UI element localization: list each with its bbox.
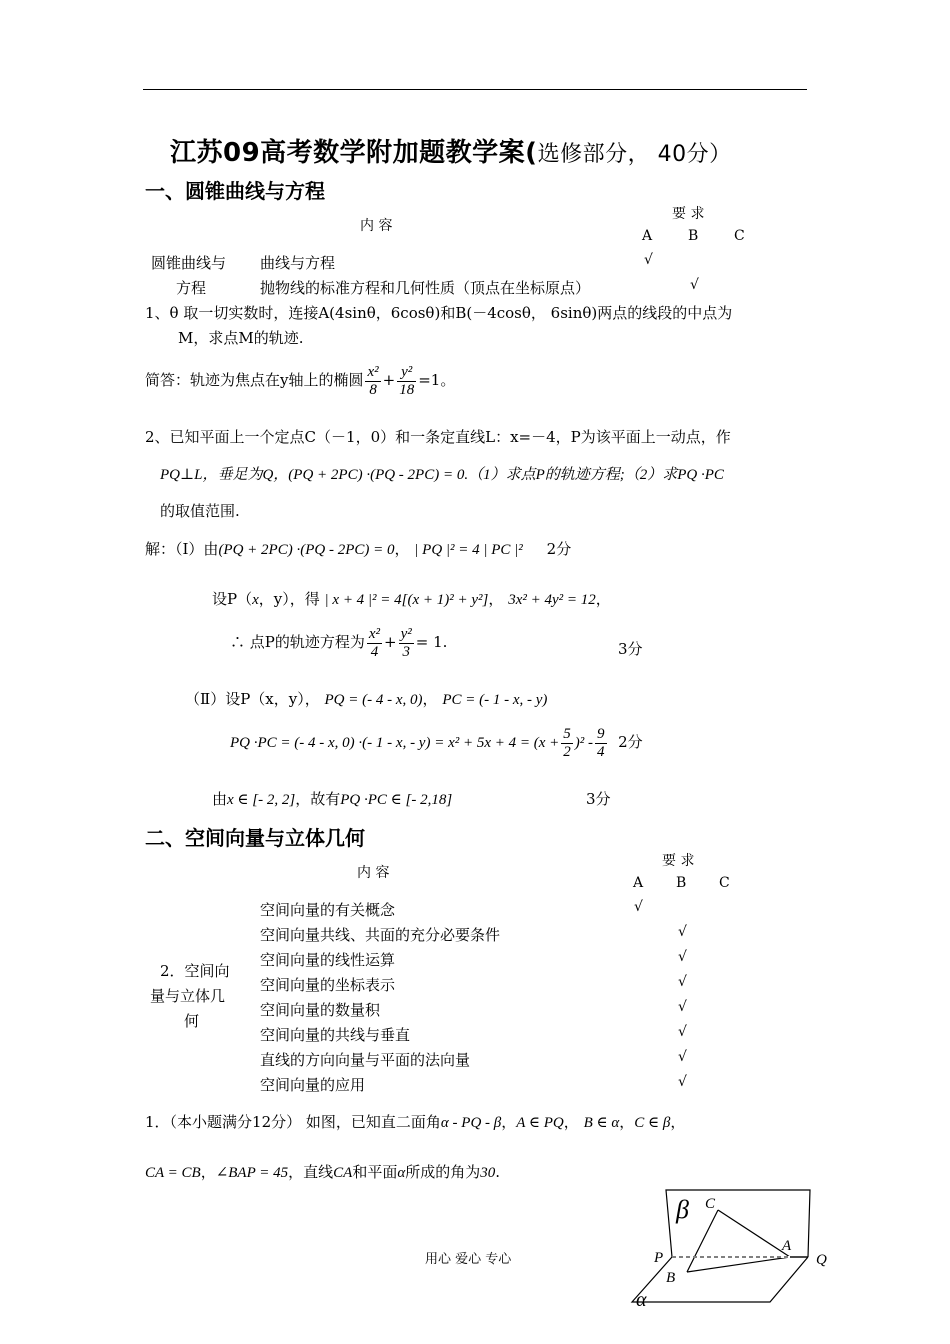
section-heading-2: 二、空间向量与立体几何 — [145, 826, 365, 850]
table2-row-check: √ — [678, 974, 687, 990]
q1-text-2: M，求点M的轨迹. — [178, 329, 304, 347]
table1-col-c: C — [734, 228, 745, 244]
table2-row-item: 直线的方向向量与平面的法向量 — [260, 1051, 471, 1069]
dihedral-figure — [620, 1182, 840, 1312]
segment-cb — [687, 1210, 718, 1272]
q2-solution-5: PQ ·PC = (- 4 - x, 0) ·(- 1 - x, - y) = x² + 5x + 4 = (x + $\frac{5}{2}$ )² - $\frac{9}{4}$ 2分 — [230, 726, 643, 760]
q2-text-3: 的取值范围. — [160, 502, 240, 520]
q2-text: 2、已知平面上一个定点C（－1，0）和一条定直线L：x=－4，P为该平面上一动点，作 — [145, 428, 731, 446]
page-footer: 用心 爱心 专心 — [425, 1252, 512, 1267]
table2-category-3: 何 — [184, 1012, 200, 1030]
label-alpha: α — [636, 1289, 647, 1311]
table2-row-check: √ — [678, 1049, 687, 1065]
label-b: B — [666, 1270, 676, 1286]
table2-row-item: 空间向量的坐标表示 — [260, 976, 396, 994]
table2-col-b: B — [676, 875, 687, 891]
label-p: P — [654, 1250, 664, 1266]
table2-row-check: √ — [678, 949, 687, 965]
q2-solution-2: 设P（x，y），得 | x + 4 |² = 4[(x + 1)² + y²]， 3x² + 4y² = 12， — [212, 590, 611, 608]
table2-row-check: √ — [678, 1074, 687, 1090]
q1-text: 1、θ 取一切实数时，连接A(4sinθ，6cosθ)和B(－4cosθ， 6sinθ)两点的线段的中点为 — [145, 304, 733, 322]
table2-row-check: √ — [634, 899, 643, 915]
table2-category: 2．空间向 — [160, 962, 230, 980]
page-title: 江苏09高考数学附加题教学案(选修部分， 40分） — [170, 138, 732, 168]
q2-solution-3: ∴ 点P的轨迹方程为 $\frac{\text{x²}}{4}$ + $\frac{\text{y²}}{3}$ = 1. — [230, 626, 448, 660]
table2-row-check: √ — [678, 999, 687, 1015]
q2-solution-6: 由x ∈ [- 2, 2]，故有PQ ·PC ∈ [- 2,18] — [212, 790, 453, 808]
table2-col-c: C — [719, 875, 730, 891]
table2-row-item: 空间向量的有关概念 — [260, 901, 396, 919]
table2-row-item: 空间向量的线性运算 — [260, 951, 396, 969]
table2-content-header: 内 容 — [357, 865, 390, 881]
table2-req-header: 要 求 — [662, 853, 695, 869]
segment-ba — [687, 1257, 790, 1272]
table1-req-header: 要 求 — [672, 206, 705, 222]
table2-row-item: 空间向量的共线与垂直 — [260, 1026, 411, 1044]
q2-score-6: 3分 — [586, 790, 611, 808]
q2-score-3: 3分 — [618, 640, 643, 658]
table1-row-check: √ — [644, 252, 653, 268]
table2-row-item: 空间向量共线、共面的充分必要条件 — [260, 926, 501, 944]
table1-category-2: 方程 — [176, 279, 207, 297]
table2-row-check: √ — [678, 1024, 687, 1040]
segment-ca — [718, 1210, 790, 1257]
table1-row-check: √ — [690, 277, 699, 293]
table2-category-2: 量与立体几 — [150, 987, 226, 1005]
table1-col-a: A — [642, 228, 653, 244]
section-heading-1: 一、圆锥曲线与方程 — [145, 179, 325, 203]
label-q: Q — [816, 1252, 827, 1268]
q2-solution-4: （Ⅱ）设P（x，y）， PQ = (- 4 - x, 0)， PC = (- 1 - x, - y) — [185, 690, 548, 708]
q2-text-2: PQ⊥L，垂足为Q，(PQ + 2PC) ·(PQ - 2PC) = 0.（1）求点P的轨迹方程;（2）求PQ ·PC — [160, 467, 724, 483]
sec2-q1-text-2: CA = CB，∠BAP = 45，直线CA和平面α所成的角为30. — [145, 1163, 500, 1181]
label-a: A — [782, 1238, 792, 1254]
table1-col-b: B — [688, 228, 699, 244]
table1-row-item: 曲线与方程 — [260, 254, 336, 272]
label-beta: β — [676, 1195, 689, 1224]
table2-col-a: A — [633, 875, 644, 891]
table1-content-header: 内 容 — [360, 218, 393, 234]
sec2-q1-text: 1．（本小题满分12分） 如图，已知直二面角α - PQ - β，A ∈ PQ， B ∈ α，C ∈ β， — [145, 1113, 686, 1131]
table2-row-item: 空间向量的应用 — [260, 1076, 366, 1094]
table2-row-item: 空间向量的数量积 — [260, 1001, 381, 1019]
header-rule — [143, 89, 807, 90]
q2-solution-1: 解：（Ⅰ）由(PQ + 2PC) ·(PQ - 2PC) = 0， | PQ |² = 4 | PC |² 2分 — [145, 540, 572, 558]
q1-answer: 简答：轨迹为焦点在y轴上的椭圆 $\frac{\text{x²}}{8}$ + $\frac{\text{y²}}{18}$ =1。 — [145, 364, 456, 398]
table1-row-item: 抛物线的标准方程和几何性质（顶点在坐标原点） — [260, 279, 591, 297]
table1-category: 圆锥曲线与 — [151, 254, 227, 272]
table2-row-check: √ — [678, 924, 687, 940]
label-c: C — [705, 1196, 716, 1212]
